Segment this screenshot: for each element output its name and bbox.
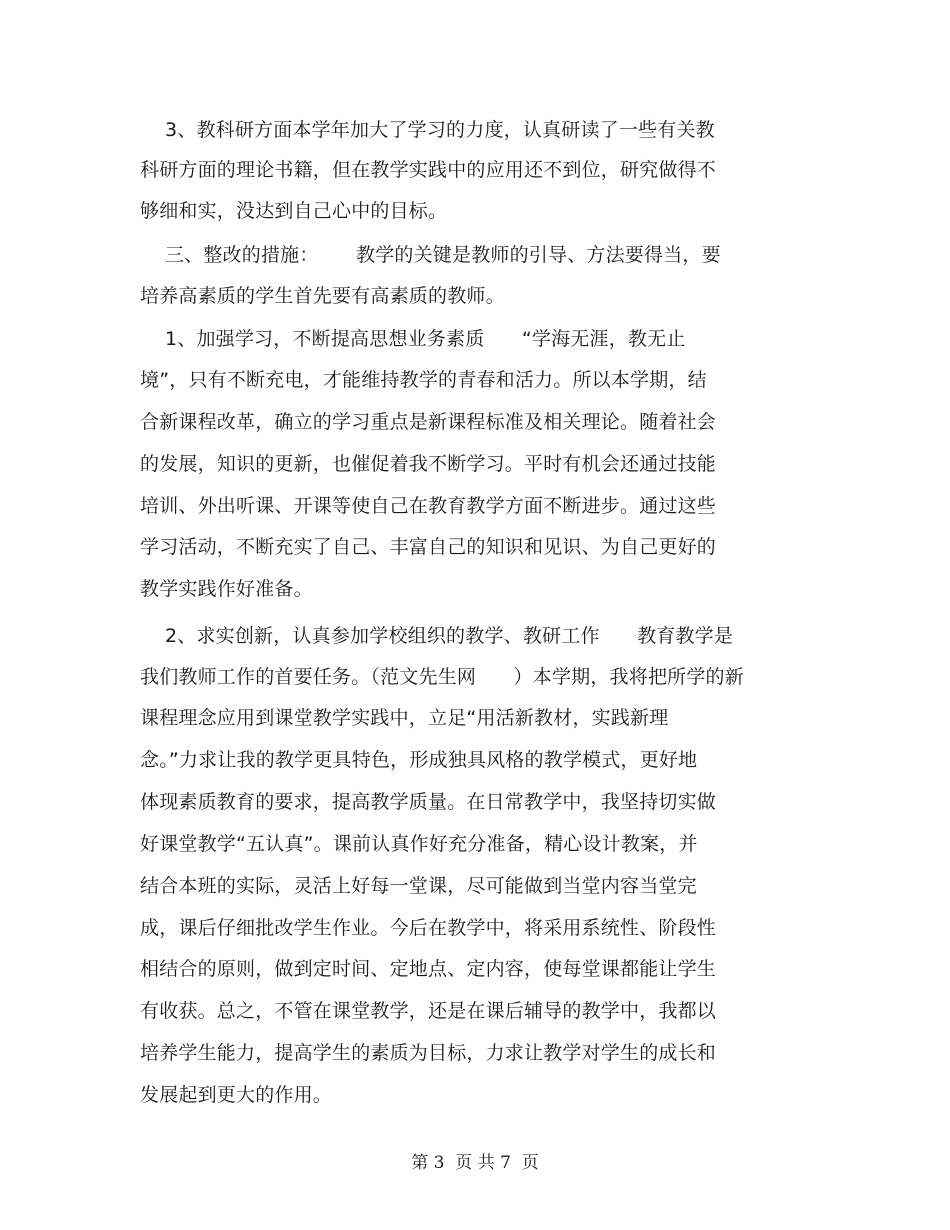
text-line: 合新课程改革，确立的学习重点是新课程标准及相关理论。随着社会 [140,411,717,433]
text-line: 结合本班的实际，灵活上好每一堂课，尽可能做到当堂内容当堂完 [140,875,697,897]
text-line: 学习活动，不断充实了自己、丰富自己的知识和见识、为自己更好的 [140,536,717,558]
text-line: 课程理念应用到课堂教学实践中，立足“用活新教材，实践新理 [140,707,669,729]
text-line: 2、求实创新，认真参加学校组织的教学、教研工作 教育教学是 [140,625,734,647]
text-line: 培养学生能力，提高学生的素质为目标，力求让教学对学生的成长和 [140,1042,717,1064]
text-line: 念。”力求让我的教学更具特色，形成独具风格的教学模式，更好地 [140,749,698,771]
page-footer: 第 3 页 共 7 页 [411,1153,539,1173]
text-line: 发展起到更大的作用。 [140,1084,333,1106]
text-line: 体现素质教育的要求，提高教学质量。在日常教学中，我坚持切实做 [140,791,717,813]
text-line: 境”，只有不断充电，才能维持教学的青春和活力。所以本学期，结 [140,369,707,391]
text-line: 教学实践作好准备。 [140,578,313,600]
text-line: 3、教科研方面本学年加大了学习的力度，认真研读了一些有关教 [140,119,715,141]
text-line: 够细和实，没达到自己心中的目标。 [140,200,448,222]
text-line: 我们教师工作的首要任务。（范文先生网 ）本学期，我将把所学的新 [140,666,744,688]
text-line: 三、整改的措施： 教学的关键是教师的引导、方法要得当，要 [140,244,721,266]
text-line: 相结合的原则，做到定时间、定地点、定内容，使每堂课都能让学生 [140,958,717,980]
text-line: 科研方面的理论书籍，但在教学实践中的应用还不到位，研究做得不 [140,159,717,181]
text-line: 的发展，知识的更新，也催促着我不断学习。平时有机会还通过技能 [140,453,717,475]
text-line: 培训、外出听课、开课等使自己在教育教学方面不断进步。通过这些 [140,495,717,517]
text-line: 培养高素质的学生首先要有高素质的教师。 [140,285,505,307]
text-line: 成，课后仔细批改学生作业。今后在教学中，将采用系统性、阶段性 [140,917,717,939]
text-line: 1、加强学习，不断提高思想业务素质 “学海无涯，教无止 [140,328,686,350]
text-line: 有收获。总之，不管在课堂教学，还是在课后辅导的教学中，我都以 [140,1000,717,1022]
text-line: 好课堂教学“五认真”。课前认真作好充分准备，精心设计教案，并 [140,833,698,855]
